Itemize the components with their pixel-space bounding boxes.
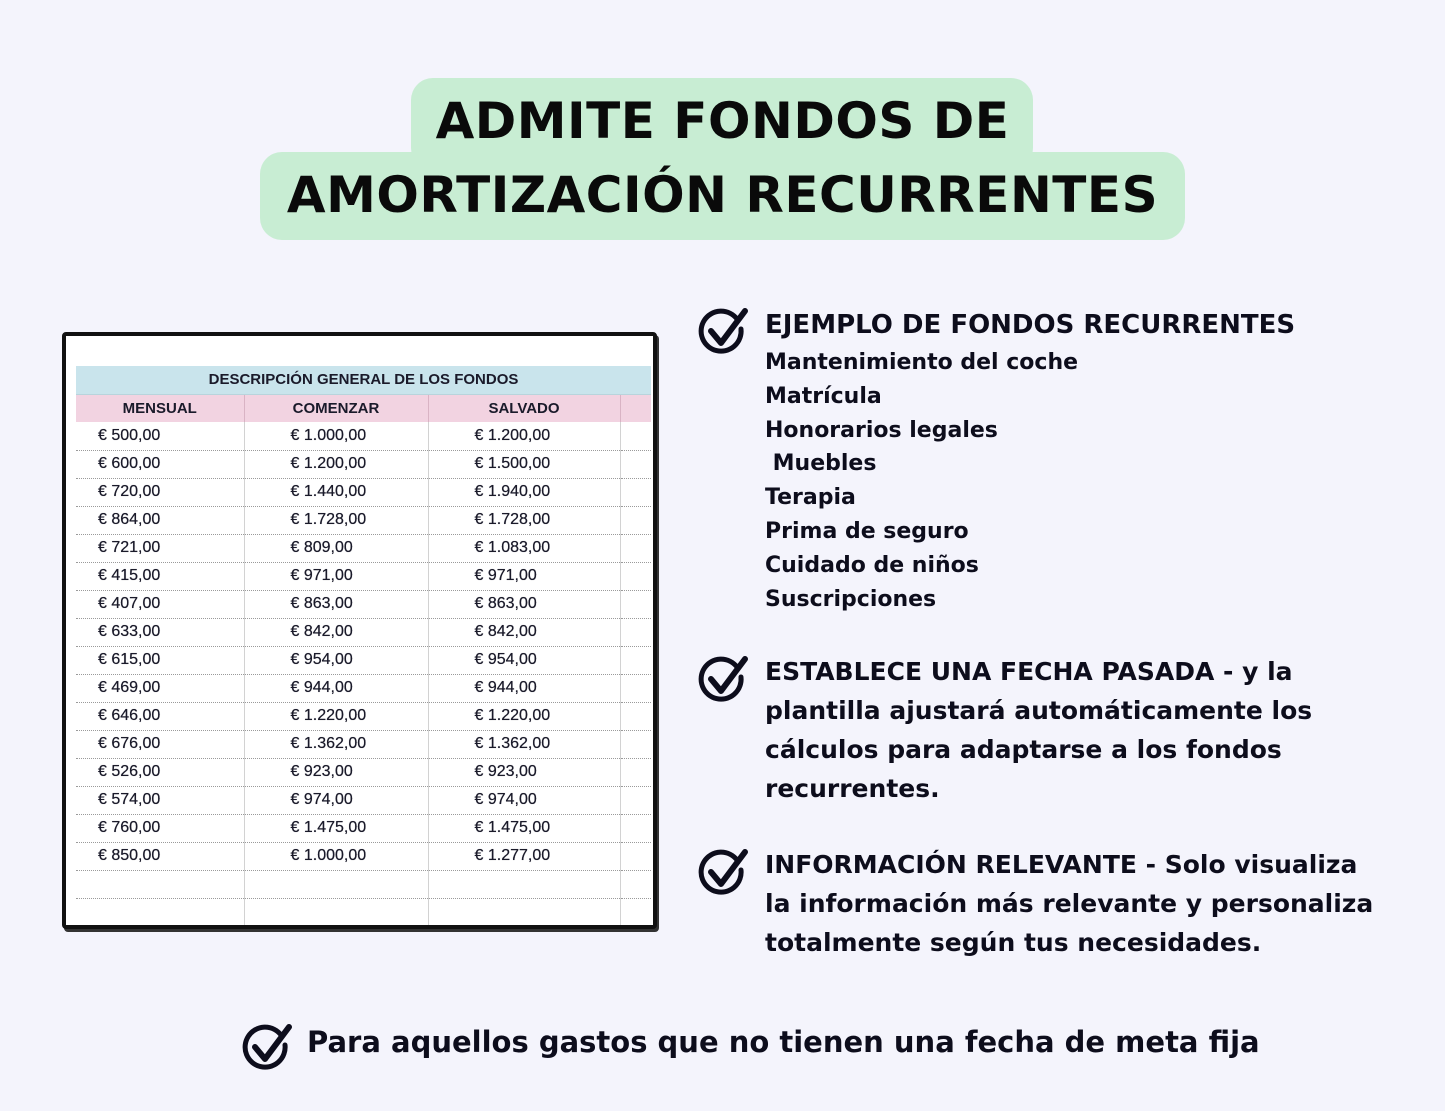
table-row (76, 506, 651, 534)
table-cell: € 1.083,00 (428, 534, 620, 562)
table-cell: € 944,00 (428, 674, 620, 702)
table-cell-empty (620, 786, 651, 814)
table-row (76, 646, 651, 674)
table-cell: € 1.362,00 (244, 730, 428, 758)
table-row (76, 870, 651, 898)
list-item: Terapia (765, 485, 856, 511)
table-cell: € 809,00 (244, 534, 428, 562)
column-header-mensual: MENSUAL (76, 394, 244, 422)
table-cell (76, 898, 244, 926)
table-cell: € 721,00 (76, 534, 244, 562)
table-cell-empty (620, 758, 651, 786)
table-cell (428, 898, 620, 926)
table-cell: € 1.220,00 (244, 702, 428, 730)
table-row (76, 674, 651, 702)
funds-table (76, 366, 651, 927)
table-cell: € 1.000,00 (244, 422, 428, 450)
table-caption: DESCRIPCIÓN GENERAL DE LOS FONDOS (76, 366, 651, 394)
table-cell: € 600,00 (76, 450, 244, 478)
table-cell: € 633,00 (76, 618, 244, 646)
table-cell: € 842,00 (244, 618, 428, 646)
table-cell: € 500,00 (76, 422, 244, 450)
table-cell: € 864,00 (76, 506, 244, 534)
table-cell: € 1.200,00 (428, 422, 620, 450)
list-item: Matrícula (765, 383, 882, 409)
list-item: Cuidado de niños (765, 552, 979, 578)
table-body (76, 422, 651, 926)
table-cell-empty (620, 450, 651, 478)
table-cell-empty (620, 646, 651, 674)
table-cell-empty (620, 870, 651, 898)
table-cell-empty (620, 618, 651, 646)
check-circle-icon (697, 653, 749, 705)
table-cell: € 1.728,00 (244, 506, 428, 534)
column-header-comenzar: COMENZAR (244, 394, 428, 422)
table-cell: € 850,00 (76, 842, 244, 870)
table-cell: € 469,00 (76, 674, 244, 702)
table-cell: € 526,00 (76, 758, 244, 786)
table-cell: € 923,00 (244, 758, 428, 786)
table-row (76, 898, 651, 926)
check-circle-icon (241, 1021, 293, 1073)
table-row (76, 478, 651, 506)
table-cell: € 863,00 (428, 590, 620, 618)
table-cell: € 407,00 (76, 590, 244, 618)
table-row (76, 534, 651, 562)
table-cell: € 1.728,00 (428, 506, 620, 534)
table-cell: € 944,00 (244, 674, 428, 702)
table-row (76, 702, 651, 730)
table-row (76, 730, 651, 758)
table-cell: € 1.440,00 (244, 478, 428, 506)
table-cell: € 1.475,00 (244, 814, 428, 842)
page-title-line1: ADMITE FONDOS DE (435, 92, 1010, 150)
table-cell-empty (620, 422, 651, 450)
table-cell: € 1.220,00 (428, 702, 620, 730)
examples-heading: EJEMPLO DE FONDOS RECURRENTES (765, 310, 1296, 340)
table-cell: € 954,00 (244, 646, 428, 674)
table-cell-empty (620, 842, 651, 870)
table-cell: € 646,00 (76, 702, 244, 730)
table-cell: € 974,00 (428, 786, 620, 814)
table-cell: € 760,00 (76, 814, 244, 842)
check-circle-icon (697, 305, 749, 357)
column-header-empty (620, 394, 651, 422)
table-cell-empty (620, 702, 651, 730)
spreadsheet-preview (62, 332, 657, 929)
relevant-info-description: INFORMACIÓN RELEVANTE - Solo visualiza la información más relevante y personaliza totalmente según tus necesidades. (765, 850, 1374, 957)
table-row (76, 842, 651, 870)
table-row (76, 786, 651, 814)
table-cell (244, 870, 428, 898)
table-row (76, 450, 651, 478)
table-cell-empty (620, 562, 651, 590)
table-cell-empty (620, 898, 651, 926)
footer-note: Para aquellos gastos que no tienen una fecha de meta fija (307, 1025, 1260, 1059)
table-cell-empty (620, 674, 651, 702)
table-row (76, 758, 651, 786)
table-cell: € 676,00 (76, 730, 244, 758)
table-cell: € 971,00 (244, 562, 428, 590)
table-cell: € 954,00 (428, 646, 620, 674)
table-row (76, 422, 651, 450)
table-cell-empty (620, 478, 651, 506)
table-cell: € 574,00 (76, 786, 244, 814)
table-cell (244, 898, 428, 926)
table-cell: € 1.940,00 (428, 478, 620, 506)
table-cell: € 1.475,00 (428, 814, 620, 842)
examples-list (765, 346, 1078, 616)
table-cell: € 971,00 (428, 562, 620, 590)
table-cell: € 974,00 (244, 786, 428, 814)
table-cell-empty (620, 534, 651, 562)
table-cell: € 1.500,00 (428, 450, 620, 478)
table-row (76, 590, 651, 618)
past-date-description: ESTABLECE UNA FECHA PASADA - y la plantilla ajustará automáticamente los cálculos para adaptarse a los fondos recurrentes. (765, 657, 1313, 803)
table-cell-empty (620, 814, 651, 842)
table-cell-empty (620, 506, 651, 534)
table-row (76, 562, 651, 590)
table-cell: € 415,00 (76, 562, 244, 590)
table-cell: € 1.200,00 (244, 450, 428, 478)
table-cell: € 615,00 (76, 646, 244, 674)
list-item: Mantenimiento del coche (765, 350, 1079, 375)
table-cell: € 863,00 (244, 590, 428, 618)
table-cell: € 923,00 (428, 758, 620, 786)
table-cell: € 1.277,00 (428, 842, 620, 870)
list-item: Honorarios legales (765, 417, 998, 443)
list-item: Prima de seguro (765, 518, 969, 544)
table-row (76, 814, 651, 842)
column-header-salvado: SALVADO (428, 394, 620, 422)
list-item: Muebles (765, 451, 877, 477)
table-cell (428, 870, 620, 898)
table-cell: € 1.362,00 (428, 730, 620, 758)
table-cell: € 842,00 (428, 618, 620, 646)
check-circle-icon (697, 846, 749, 898)
table-cell: € 720,00 (76, 478, 244, 506)
list-item: Suscripciones (765, 586, 937, 612)
table-cell: € 1.000,00 (244, 842, 428, 870)
table-cell (76, 870, 244, 898)
table-row (76, 618, 651, 646)
table-cell-empty (620, 590, 651, 618)
page-title-line2: AMORTIZACIÓN RECURRENTES (286, 166, 1159, 224)
table-cell-empty (620, 730, 651, 758)
